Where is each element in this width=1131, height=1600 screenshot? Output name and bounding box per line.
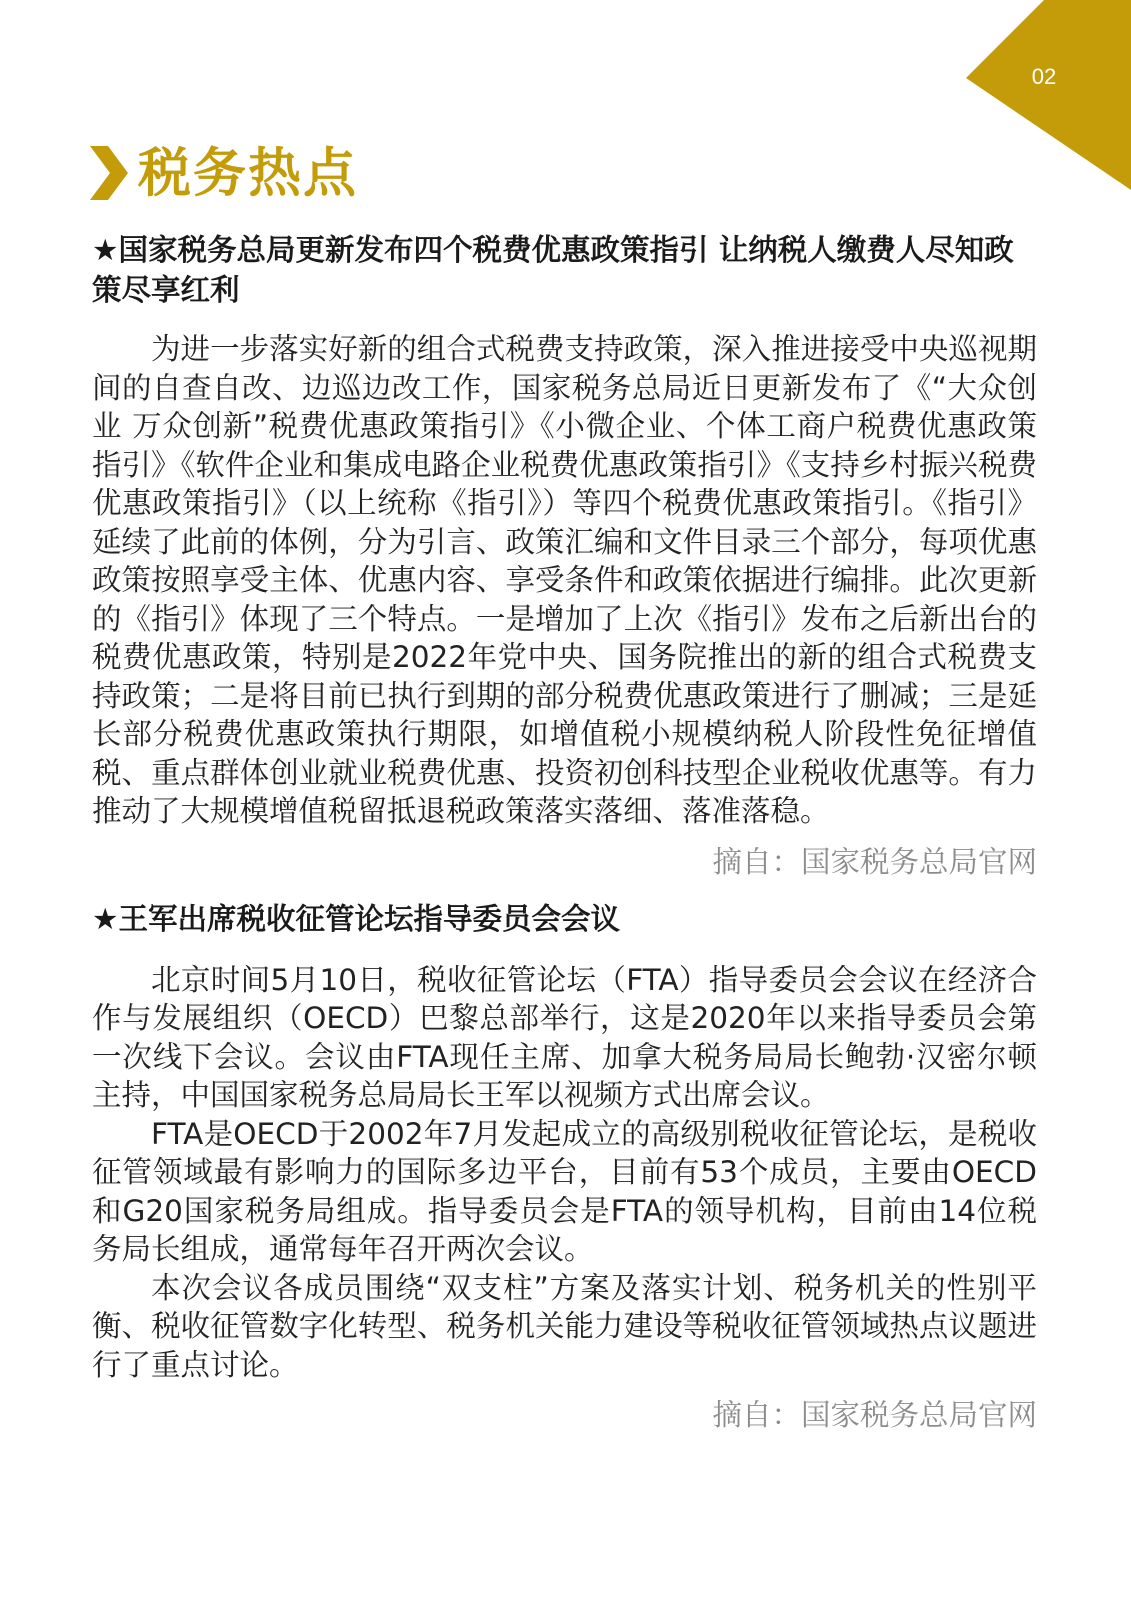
article-source: 摘自：国家税务总局官网 xyxy=(712,1398,1037,1432)
chevron-right-icon xyxy=(88,144,130,202)
article xyxy=(92,899,1037,1435)
content-column xyxy=(92,230,1037,1434)
corner-decoration xyxy=(966,0,1131,190)
article-paragraph: 北京时间5月10日，税收征管论坛（FTA）指导委员会会议在经济合作与发展组织（OECD）巴黎总部举行，这是2020年以来指导委员会第一次线下会议。会议由FTA现任主席、加拿大税务局局长鲍勃·汉密尔顿主持，中国国家税务总局局长王军以视频方式出席会议。 xyxy=(92,962,1037,1112)
article-paragraph: FTA是OECD于2002年7月发起成立的高级别税收征管论坛，是税收征管领域最有影响力的国际多边平台，目前有53个成员，主要由OECD和G20国家税务局组成。指导委员会是FTA的领导机构，目前由14位税务局长组成，通常每年召开两次会议。 xyxy=(92,1116,1037,1266)
article-paragraph: 为进一步落实好新的组合式税费支持政策，深入推进接受中央巡视期间的自查自改、边巡边改工作，国家税务总局近日更新发布了《“大众创业 万众创新”税费优惠政策指引》《小微企业、个体工商户税费优惠政策指引》《软件企业和集成电路企业税费优惠政策指引》《支持乡村振兴税费优惠政策指引》（以上统称《指引》）等四个税费优惠政策指引。《指引》延续了此前的体例，分为引言、政策汇编和文件目录三个部分，每项优惠政策按照享受主体、优惠内容、享受条件和政策依据进行编排。此次更新的《指引》体现了三个特点。一是增加了上次《指引》发布之后新出台的税费优惠政策，特别是2022年党中央、国务院推出的新的组合式税费支持政策；二是将目前已执行到期的部分税费优惠政策进行了删减；三是延长部分税费优惠政策执行期限，如增值税小规模纳税人阶段性免征增值税、重点群体创业就业税费优惠、投资初创科技型企业税收优惠等。有力推动了大规模增值税留抵退税政策落实落细、落准落稳。 xyxy=(92,332,1037,828)
corner-triangle-shape xyxy=(966,0,1131,190)
page-number: 02 xyxy=(1031,64,1057,89)
article-source: 摘自：国家税务总局官网 xyxy=(712,844,1037,879)
section-header xyxy=(88,138,358,208)
article-title: ★王军出席税收征管论坛指导委员会会议 xyxy=(92,901,620,936)
section-title: 税务热点 xyxy=(138,142,358,204)
article-paragraph: 本次会议各成员围绕“双支柱”方案及落实计划、税务机关的性别平衡、税收征管数字化转型、税务机关能力建设等税收征管领域热点议题进行了重点讨论。 xyxy=(92,1270,1037,1382)
article xyxy=(92,230,1037,881)
article-title: ★国家税务总局更新发布四个税费优惠政策指引 让纳税人缴费人尽知政策尽享红利 xyxy=(92,233,1014,307)
